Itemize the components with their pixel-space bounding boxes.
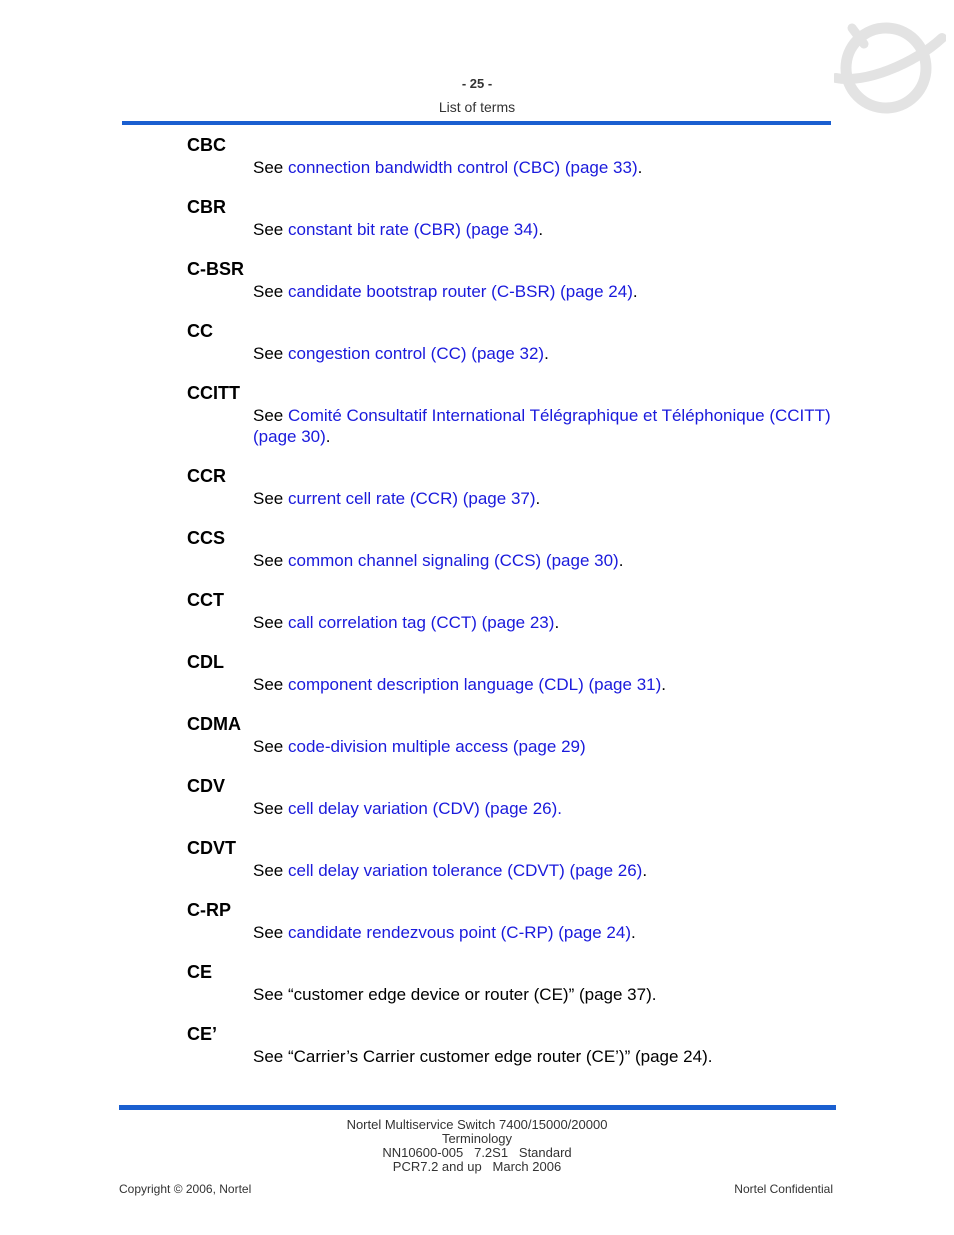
see-text: See — [253, 737, 288, 756]
cross-reference-link[interactable]: Comité Consultatif International Télégraphique et Téléphonique (CCITT) (page 30) — [253, 406, 831, 446]
term-heading: CE — [187, 962, 213, 982]
cross-reference-link[interactable]: call correlation tag (CCT) (page 23) — [287, 613, 555, 632]
see-text: See — [253, 923, 288, 942]
term-definition — [187, 405, 847, 447]
definition-suffix: . — [632, 282, 638, 301]
footer-product: Nortel Multiservice Switch 7400/15000/20000 — [346, 1117, 608, 1132]
see-text: See — [253, 675, 288, 694]
term-definition — [187, 612, 847, 633]
footer-doc-id: NN10600-005 7.2S1 Standard — [382, 1145, 572, 1160]
term-heading: CDL — [187, 652, 224, 672]
term-entry — [187, 383, 847, 447]
cross-reference-link[interactable]: cell delay variation (CDV) (page 26). — [287, 799, 562, 818]
see-text: See “Carrier’s Carrier customer edge router (CE’)” (page 24). — [253, 1047, 713, 1066]
definition-suffix: . — [554, 613, 560, 632]
term-entry — [187, 776, 847, 819]
term-definition — [187, 860, 847, 881]
term-entry — [187, 259, 847, 302]
term-heading: CDVT — [187, 838, 236, 858]
term-heading: CE’ — [187, 1024, 218, 1044]
term-definition — [187, 343, 847, 364]
cross-reference-link[interactable]: congestion control (CC) (page 32) — [287, 344, 545, 363]
term-definition — [187, 219, 847, 240]
see-text: See — [253, 406, 288, 425]
definition-suffix: . — [631, 923, 636, 942]
term-definition — [187, 922, 847, 943]
term-definition — [187, 736, 847, 757]
see-text: See — [253, 282, 288, 301]
term-definition — [187, 281, 847, 302]
cross-reference-link[interactable]: candidate bootstrap router (C-BSR) (page 24) — [287, 282, 633, 301]
see-text: See “customer edge device or router (CE)” (page 37). — [253, 985, 657, 1004]
see-text: See — [253, 344, 288, 363]
term-definition — [187, 488, 847, 509]
term-entry — [187, 838, 847, 881]
cross-reference-link[interactable]: common channel signaling (CCS) (page 30) — [287, 551, 619, 570]
definition-suffix: . — [325, 427, 331, 446]
term-entry — [187, 135, 847, 178]
term-entry — [187, 652, 847, 695]
definition-suffix: . — [618, 551, 624, 570]
term-entry — [187, 714, 847, 757]
see-text: See — [253, 861, 288, 880]
term-heading: CDV — [187, 776, 226, 796]
cross-reference-link[interactable]: connection bandwidth control (CBC) (page 33) — [287, 158, 638, 177]
definition-suffix: . — [661, 675, 666, 694]
term-heading: CDMA — [187, 714, 241, 734]
cross-reference-link[interactable]: constant bit rate (CBR) (page 34) — [287, 220, 539, 239]
see-text: See — [253, 158, 288, 177]
definition-suffix: . — [642, 861, 648, 880]
term-definition — [187, 798, 847, 819]
footer-copyright: Copyright © 2006, Nortel — [119, 1182, 252, 1196]
term-heading: CCR — [187, 466, 226, 486]
term-entry — [187, 900, 847, 943]
cross-reference-link[interactable]: code-division multiple access (page 29) — [287, 737, 586, 756]
definition-suffix: . — [637, 158, 643, 177]
footer-doc-title: Terminology — [441, 1131, 513, 1146]
term-definition — [187, 1046, 847, 1067]
term-heading: CCITT — [187, 383, 240, 403]
footer-rule — [119, 1105, 836, 1110]
cross-reference-link[interactable]: current cell rate (CCR) (page 37) — [287, 489, 536, 508]
see-text: See — [253, 489, 288, 508]
term-entry — [187, 1024, 847, 1067]
term-heading: C-BSR — [187, 259, 244, 279]
header-rule — [122, 121, 831, 125]
see-text: See — [253, 551, 288, 570]
definition-suffix: . — [544, 344, 549, 363]
term-entry — [187, 590, 847, 633]
term-heading: CBC — [187, 135, 226, 155]
section-title: List of terms — [438, 99, 516, 115]
footer-document-info — [0, 1118, 954, 1174]
definition-suffix: . — [538, 220, 544, 239]
term-entry — [187, 197, 847, 240]
term-heading: CCT — [187, 590, 224, 610]
cross-reference-link[interactable]: component description language (CDL) (page 31) — [287, 675, 662, 694]
definition-suffix: . — [535, 489, 541, 508]
term-entry — [187, 528, 847, 571]
term-definition — [187, 550, 847, 571]
term-heading: CCS — [187, 528, 226, 548]
terms-list — [187, 135, 847, 1086]
term-entry — [187, 962, 847, 1005]
term-definition — [187, 984, 847, 1005]
footer-release: PCR7.2 and up March 2006 — [392, 1159, 562, 1174]
term-heading: CBR — [187, 197, 226, 217]
see-text: See — [253, 799, 288, 818]
term-heading: CC — [187, 321, 213, 341]
see-text: See — [253, 220, 288, 239]
cross-reference-link[interactable]: candidate rendezvous point (C-RP) (page 24) — [287, 923, 632, 942]
term-definition — [187, 674, 847, 695]
term-entry — [187, 321, 847, 364]
footer-confidentiality: Nortel Confidential — [734, 1182, 833, 1196]
term-definition — [187, 157, 847, 178]
term-entry — [187, 466, 847, 509]
cross-reference-link[interactable]: cell delay variation tolerance (CDVT) (page 26) — [287, 861, 643, 880]
term-heading: C-RP — [187, 900, 231, 920]
page-number: - 25 - — [461, 76, 493, 91]
see-text: See — [253, 613, 288, 632]
